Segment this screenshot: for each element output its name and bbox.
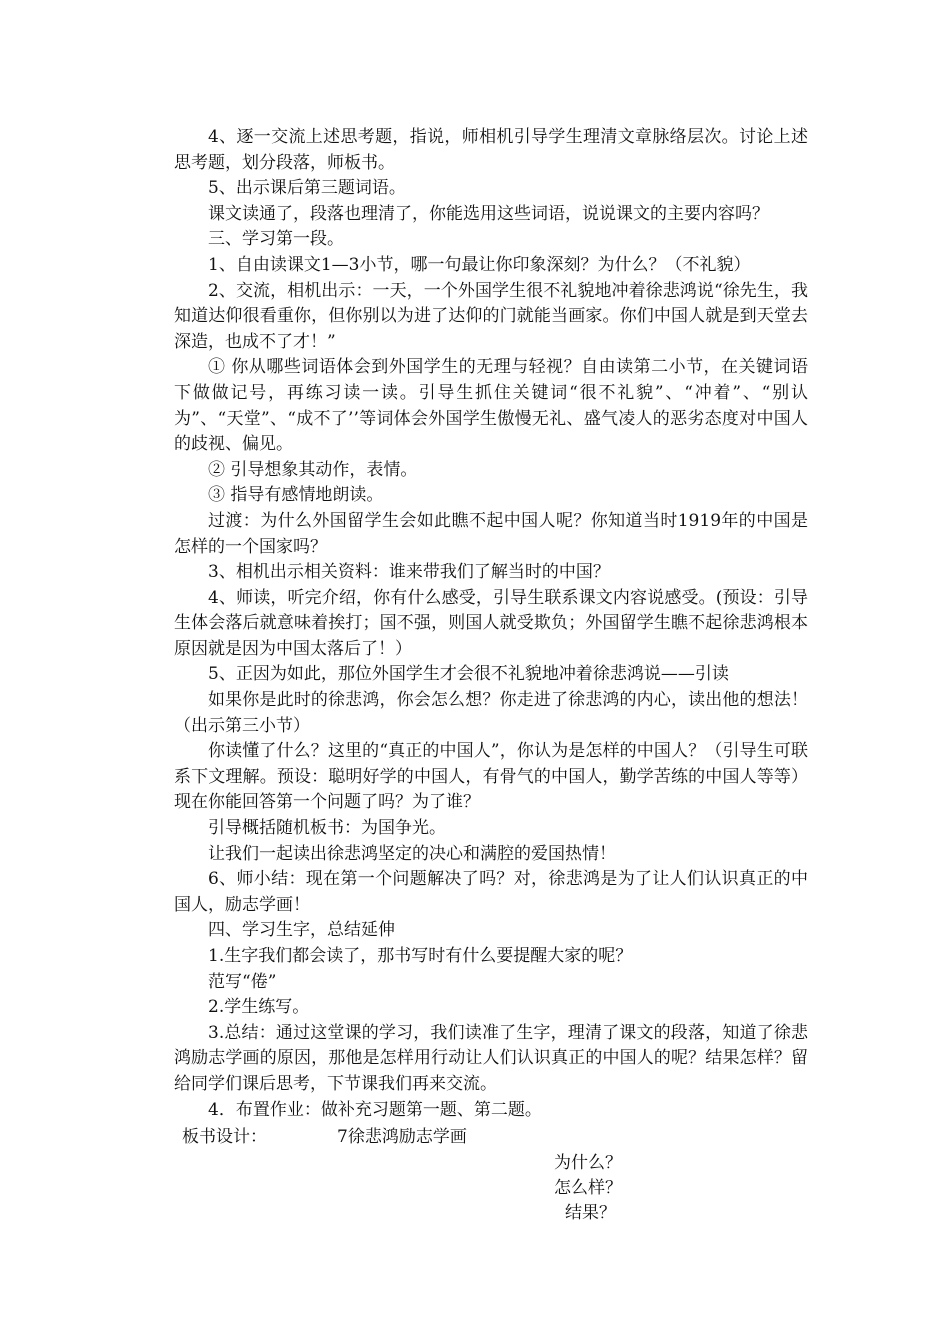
paragraph: 你读懂了什么？这里的“真正的中国人”，你认为是怎样的中国人？（引导生可联系下文理解。预设：聪明好学的中国人，有骨气的中国人，勤学苦练的中国人等等）现在你能回答第一个问题了吗？为了谁？	[174, 741, 808, 813]
paragraph: 让我们一起读出徐悲鸿坚定的决心和满腔的爱国热情！	[208, 843, 616, 864]
paragraph: 过渡：为什么外国留学生会如此瞧不起中国人呢？你知道当时1919年的中国是怎样的一个国家吗？	[174, 510, 808, 557]
lesson-body	[174, 125, 808, 1123]
paragraph: 4、逐一交流上述思考题，指说，师相机引导学生理清文章脉络层次。讨论上述思考题，划分段落，师板书。	[174, 127, 808, 173]
paragraph: 4、师读，听完介绍，你有什么感受，引导生联系课文内容说感受。(预设：引导生体会落后就意味着挨打；国不强，则国人就受欺负；外国留学生瞧不起徐悲鸿根本原因就是因为中国太落后了！）	[174, 587, 808, 659]
paragraph: 3、相机出示相关资料：谁来带我们了解当时的中国？	[208, 562, 610, 583]
paragraph: ② 引导想象其动作，表情。	[208, 459, 418, 480]
paragraph: 5、出示课后第三题词语。	[208, 178, 406, 199]
paragraph: ① 你从哪些词语体会到外国学生的无理与轻视？自由读第二小节，在关键词语下做做记号，再练习读一读。引导生抓住关键词“很不礼貌”、“冲着”、“别认为”、“天堂”、“成不了’’等词体会外国学生傲慢无礼、盛气凌人的恶劣态度对中国人的歧视、偏见。	[174, 357, 808, 455]
paragraph: 四、学习生字，总结延伸	[208, 920, 395, 941]
board-design-title: 7徐悲鸿励志学画	[337, 1127, 467, 1147]
paragraph: 引导概括随机板书：为国争光。	[208, 818, 446, 839]
paragraph: 1、自由读课文1—3小节，哪一句最让你印象深刻？为什么？（不礼貌）	[208, 254, 751, 275]
paragraph: 课文读通了，段落也理清了，你能选用这些词语，说说课文的主要内容吗？	[208, 203, 769, 224]
paragraph: 2.学生练写。	[208, 997, 310, 1018]
paragraph: 如果你是此时的徐悲鸿，你会怎么想？你走进了徐悲鸿的内心，读出他的想法！（出示第三小节）	[174, 690, 808, 736]
board-design	[0, 1122, 950, 1232]
paragraph: 4．布置作业：做补充习题第一题、第二题。	[208, 1099, 542, 1120]
board-question-how: 怎么样？	[554, 1178, 622, 1198]
paragraph: ③ 指导有感情地朗读。	[208, 485, 384, 506]
paragraph: 范写“倦”	[208, 971, 277, 992]
paragraph: 1.生字我们都会读了，那书写时有什么要提醒大家的呢？	[208, 946, 633, 966]
paragraph: 三、学习第一段。	[208, 229, 344, 250]
paragraph: 3.总结：通过这堂课的学习，我们读准了生字，理清了课文的段落，知道了徐悲鸿励志学画的原因，那他是怎样用行动让人们认识真正的中国人的呢？结果怎样？留给同学们课后思考，下节课我们再来交流。	[174, 1022, 808, 1094]
paragraph: 2、交流，相机出示：一天，一个外国学生很不礼貌地冲着徐悲鸿说“徐先生，我知道达仰很看重你，但你别以为进了达仰的门就能当画家。你们中国人就是到天堂去深造，也成不了才！”	[174, 280, 808, 352]
board-design-label: 板书设计：	[182, 1127, 267, 1147]
board-question-result: 结果？	[565, 1203, 616, 1223]
board-question-why: 为什么？	[554, 1153, 622, 1173]
paragraph: 6、师小结：现在第一个问题解决了吗？对，徐悲鸿是为了让人们认识真正的中国人，励志学画！	[174, 869, 808, 915]
paragraph: 5、正因为如此，那位外国学生才会很不礼貌地冲着徐悲鸿说——引读	[208, 664, 729, 685]
